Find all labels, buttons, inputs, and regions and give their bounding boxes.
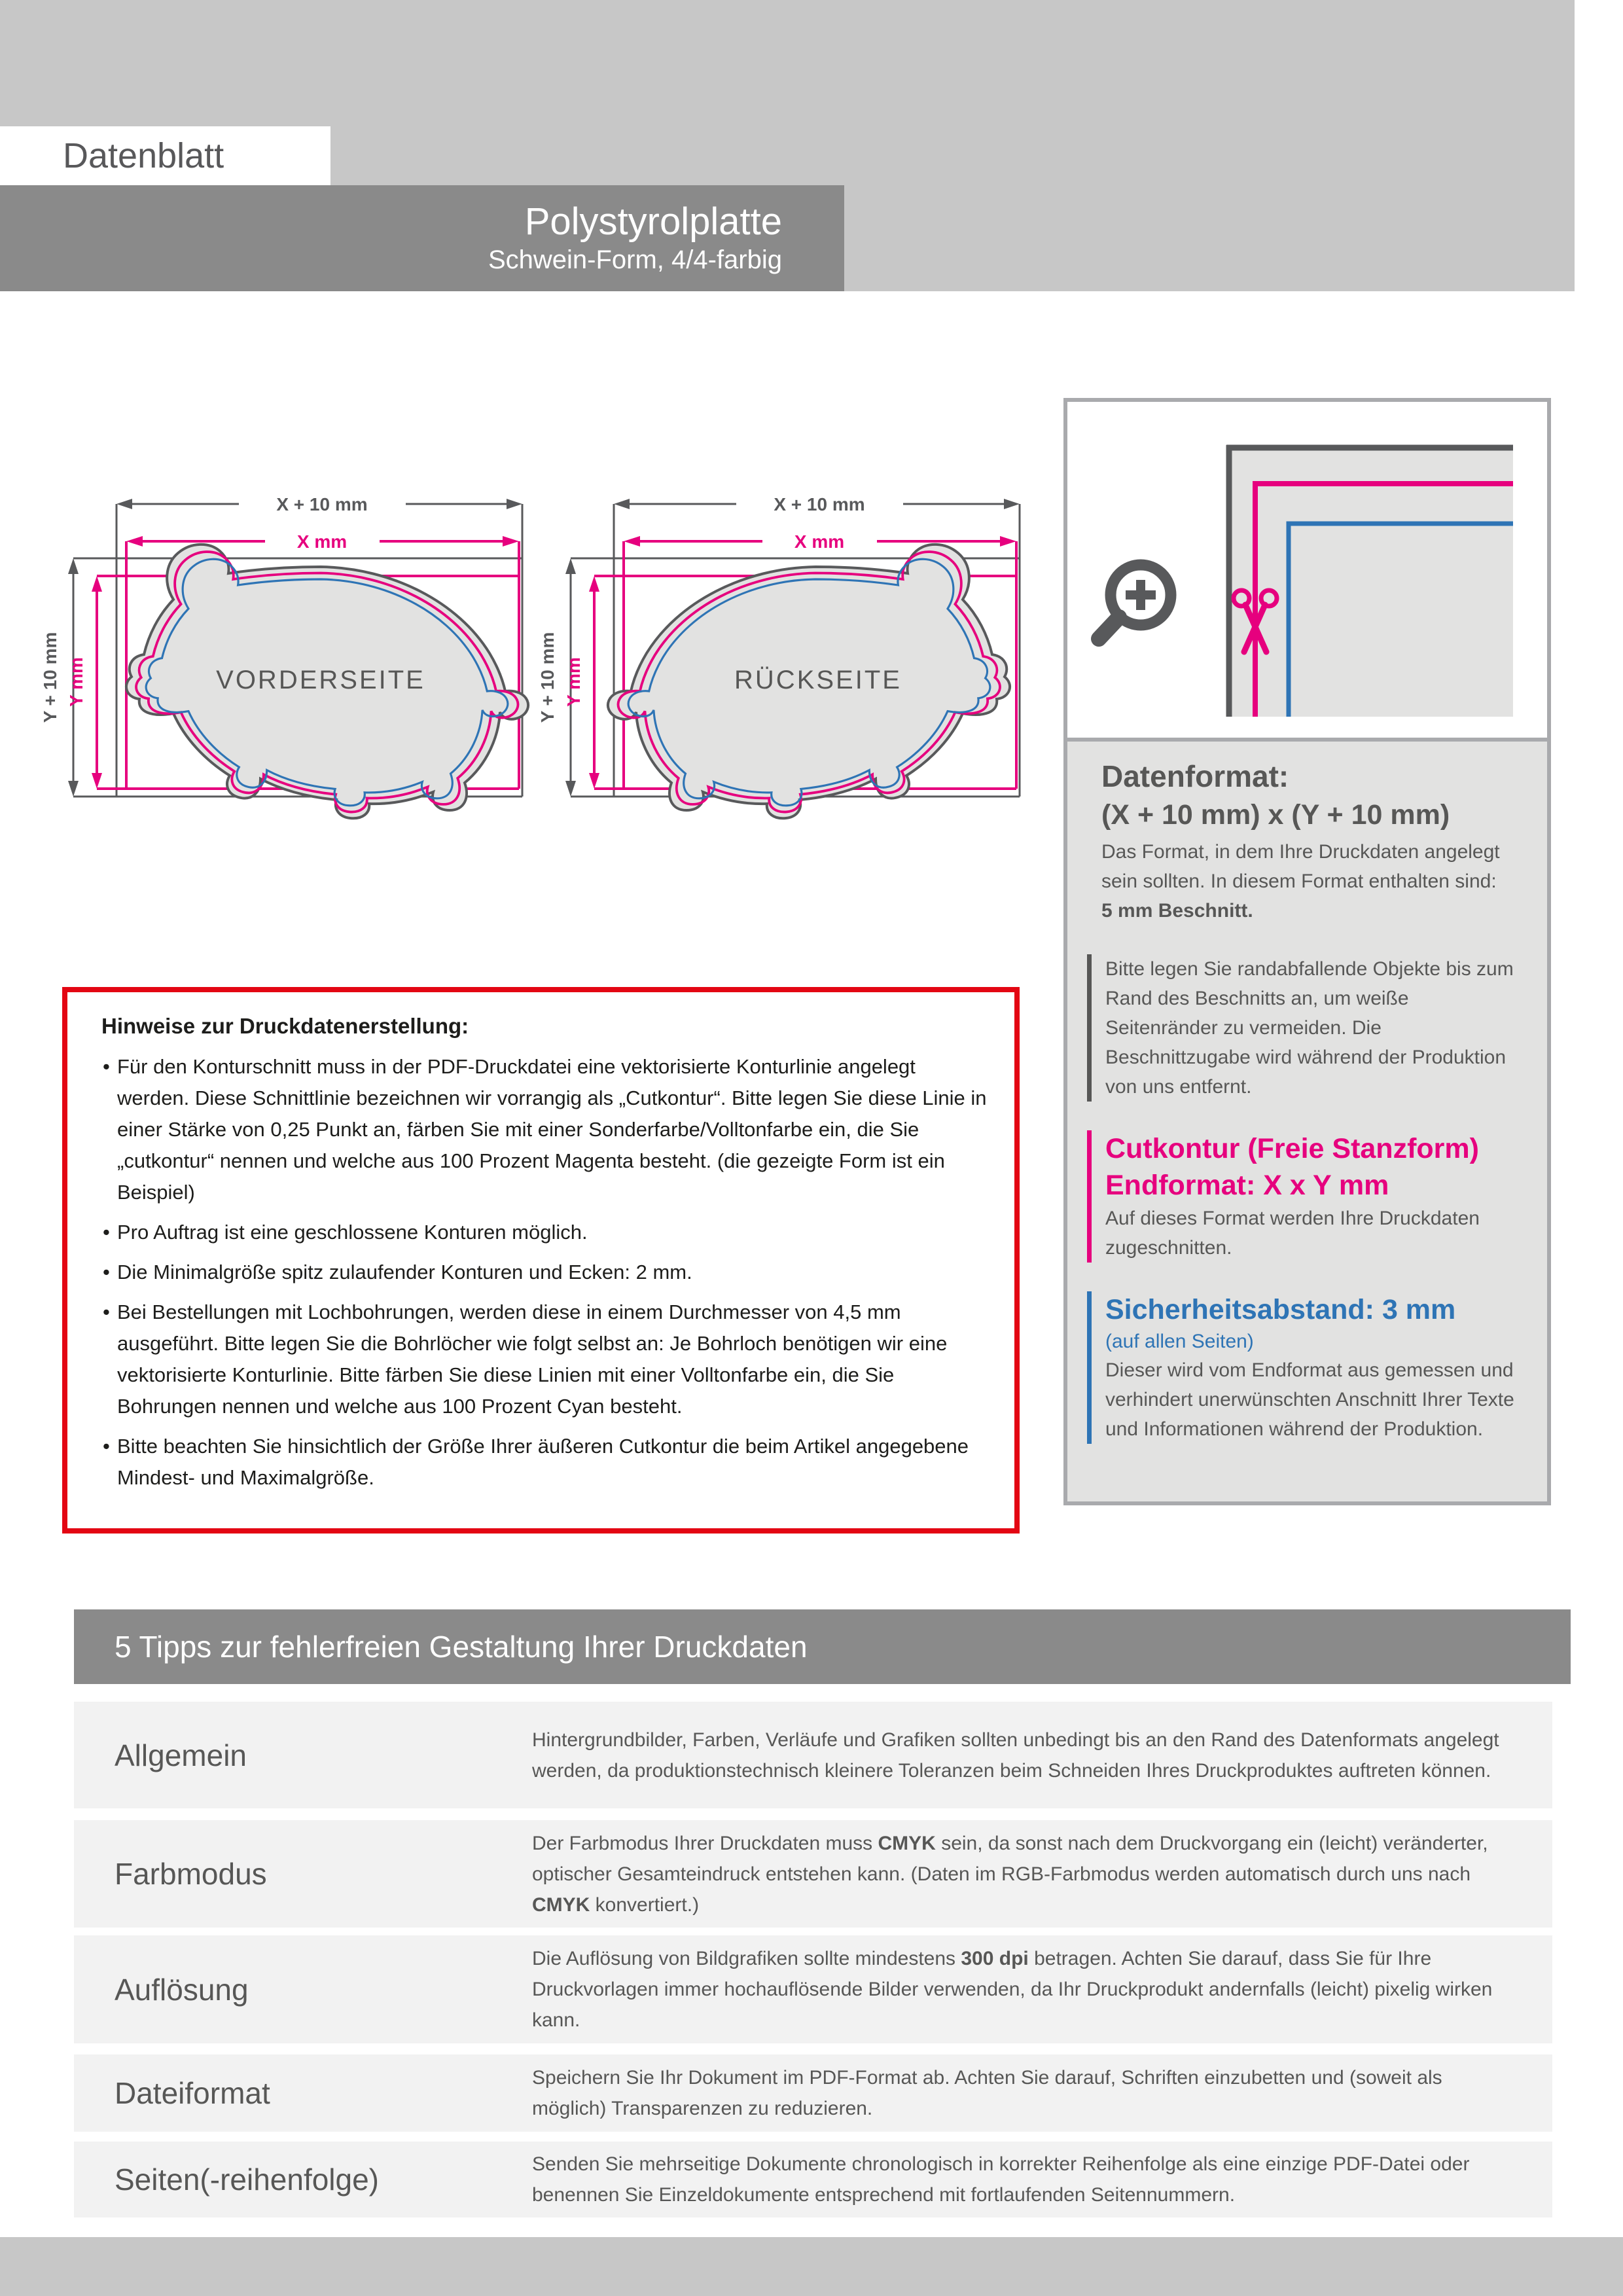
note-text: Die Minimalgröße spitz zulaufender Konturen und Ecken: 2 mm. [117, 1261, 692, 1283]
tip-label: Farbmodus [115, 1857, 267, 1891]
tip-text-part: Der Farbmodus Ihrer Druckdaten muss [532, 1832, 878, 1854]
note-text: Bitte beachten Sie hinsichtlich der Größe Ihrer äußeren Cutkontur die beim Artikel angegebene Mindest- und Maximalgröße. [117, 1435, 969, 1489]
front-diagram [39, 445, 537, 825]
dim-height-inner-arrow [589, 576, 599, 789]
bleed-note-section [1087, 954, 1518, 1102]
tip-text-part: CMYK [532, 1893, 590, 1916]
datenformat-formula: (X + 10 mm) x (Y + 10 mm) [1101, 799, 1450, 831]
footer-bar [0, 2237, 1623, 2296]
front-side-label: VORDERSEITE [216, 666, 425, 694]
tip-label: Seiten(-reihenfolge) [115, 2162, 380, 2197]
note-text: Pro Auftrag ist eine geschlossene Konturen möglich. [117, 1221, 588, 1244]
tip-row-seitenreihenfolge [74, 2142, 1552, 2217]
product-subtitle: Schwein-Form, 4/4-farbig [488, 245, 782, 274]
note-item [101, 1217, 988, 1248]
product-banner [0, 185, 844, 291]
dim-width-inner-label: X mm [296, 531, 348, 552]
dim-height-outer-label: Y + 10 mm [537, 632, 558, 723]
cutkontur-description: Auf dieses Format werden Ihre Druckdaten zugeschnitten. [1105, 1208, 1480, 1259]
notes-list [101, 1051, 986, 1494]
cutkontur-section [1087, 1130, 1518, 1263]
tip-text-part: CMYK [878, 1832, 936, 1854]
tip-text-part: 300 dpi [961, 1948, 1029, 1969]
page-title: Datenblatt [0, 126, 330, 185]
tip-label: Allgemein [115, 1738, 247, 1772]
back-diagram [537, 445, 1034, 825]
tip-text-part: Speichern Sie Ihr Dokument im PDF-Format ab. Achten Sie darauf, Schriften einzubetten und (soweit als möglich) Transparenzen zu reduzieren. [532, 2067, 1442, 2119]
tip-text-part: Senden Sie mehrseitige Dokumente chronologisch in korrekter Reihenfolge als eine einzige PDF-Datei oder benennen Sie Einzeldokumente entsprechend mit fortlaufenden Seitennummern. [532, 2153, 1470, 2206]
datenformat-description [1101, 837, 1501, 925]
tip-text-part: Die Auflösung von Bildgrafiken sollte mindestens [532, 1948, 961, 1969]
tip-text-part: sein, da sonst nach dem Druckvorgang ein (leicht) veränderter, optischer Gesamteindruck entstehen kann. (Daten im RGB-Farbmodus werden automatisch durch uns nach [532, 1832, 1488, 1885]
dim-height-inner-label: Y mm [66, 657, 86, 707]
tip-row-allgemein [74, 1702, 1552, 1808]
notes-title: Hinweise zur Druckdatenerstellung: [101, 1014, 469, 1038]
tip-text-part: konvertiert.) [590, 1893, 700, 1916]
format-info-text [1067, 742, 1547, 1501]
bleed-note-text: Bitte legen Sie randabfallende Objekte bis zum Rand des Beschnitts an, um weiße Seitenränder zu vermeiden. Die Beschnittzugabe wird während der Produktion von uns entfernt. [1105, 958, 1514, 1098]
note-item [101, 1431, 988, 1494]
tip-row-aufloesung [74, 1935, 1552, 2043]
tip-label: Dateiformat [115, 2076, 270, 2110]
product-title: Polystyrolplatte [524, 200, 782, 243]
note-item [101, 1297, 988, 1422]
cutkontur-subheading: Endformat: X x Y mm [1105, 1170, 1389, 1201]
tip-text-part: betragen. Achten Sie darauf, dass Sie für Ihre Druckvorlagen immer hochauflösende Bilder verwenden, da Ihr Druckprodukt andernfalls (leicht) pixelig wirken kann. [532, 1948, 1493, 2031]
tip-text [532, 2062, 1517, 2124]
dim-width-outer-label: X + 10 mm [276, 494, 368, 514]
tip-text [532, 1828, 1517, 1920]
tip-row-dateiformat [74, 2054, 1552, 2132]
datenformat-description-text: Das Format, in dem Ihre Druckdaten angelegt sein sollten. In diesem Format enthalten sind: [1101, 841, 1500, 892]
tip-label: Auflösung [115, 1972, 249, 2007]
tips-heading-banner: 5 Tipps zur fehlerfreien Gestaltung Ihrer Druckdaten [74, 1609, 1571, 1684]
note-text: Für den Konturschnitt muss in der PDF-Druckdatei eine vektorisierte Konturlinie angelegt werden. Diese Schnittlinie bezeichnen wir vorrangig als „Cutkontur“. Bitte legen Sie diese Linie in einer Stärke von 0,25 Punkt an, färben Sie mit einer Sonderfarbe/Volltonfarbe ein, die Sie „cutkontur“ nennen und welche aus 100 Prozent Magenta besteht. (die gezeigte Form ist ein Beispiel) [117, 1055, 987, 1204]
note-item [101, 1051, 988, 1208]
datenformat-heading: Datenformat: [1101, 759, 1289, 793]
tip-row-farbmodus [74, 1820, 1552, 1928]
dim-width-inner-label: X mm [794, 531, 845, 552]
back-side-label: RÜCKSEITE [734, 666, 902, 694]
cutkontur-heading: Cutkontur (Freie Stanzform) [1105, 1133, 1479, 1164]
dim-height-outer-label: Y + 10 mm [40, 632, 60, 723]
print-data-notes-box [62, 987, 1020, 1534]
safety-section [1087, 1291, 1518, 1444]
safety-heading: Sicherheitsabstand: 3 mm [1105, 1294, 1456, 1325]
tip-text [532, 2149, 1517, 2210]
bleed-corner-graphic [1067, 402, 1547, 738]
note-item [101, 1257, 988, 1288]
magnifier-zoom-icon [1099, 565, 1171, 639]
format-info-panel [1063, 398, 1551, 1505]
dim-height-inner-arrow [92, 576, 102, 789]
dim-height-inner-label: Y mm [563, 657, 584, 707]
bleed-zoom-illustration [1067, 402, 1547, 738]
note-text: Bei Bestellungen mit Lochbohrungen, werden diese in einem Durchmesser von 4,5 mm ausgeführt. Bitte legen Sie die Bohrlöcher wie folgt selbst an: Je Bohrloch benötigen wir eine vektorisierte Konturlinie. Bitte färben Sie diese Linien mit einer Volltonfarbe ein, die Sie Bohrungen nennen und welche aus 100 Prozent Cyan besteht. [117, 1300, 948, 1418]
safety-description: Dieser wird vom Endformat aus gemessen und verhindert unerwünschten Anschnitt Ihrer Texte und Informationen während der Produktion. [1105, 1359, 1514, 1440]
tip-text [532, 1725, 1517, 1786]
tip-text [532, 1943, 1517, 2036]
tip-text-part: Hintergrundbilder, Farben, Verläufe und Grafiken sollten unbedingt bis an den Rand des Datenformats angelegt werden, da produktionstechnisch kleinere Toleranzen beim Schneiden Ihres Druckproduktes auftreten können. [532, 1729, 1499, 1782]
safety-subheading: (auf allen Seiten) [1105, 1331, 1254, 1352]
datenformat-description-bold: 5 mm Beschnitt. [1101, 900, 1253, 922]
bleed-area-fill [1229, 450, 1513, 717]
dim-width-outer-label: X + 10 mm [774, 494, 865, 514]
